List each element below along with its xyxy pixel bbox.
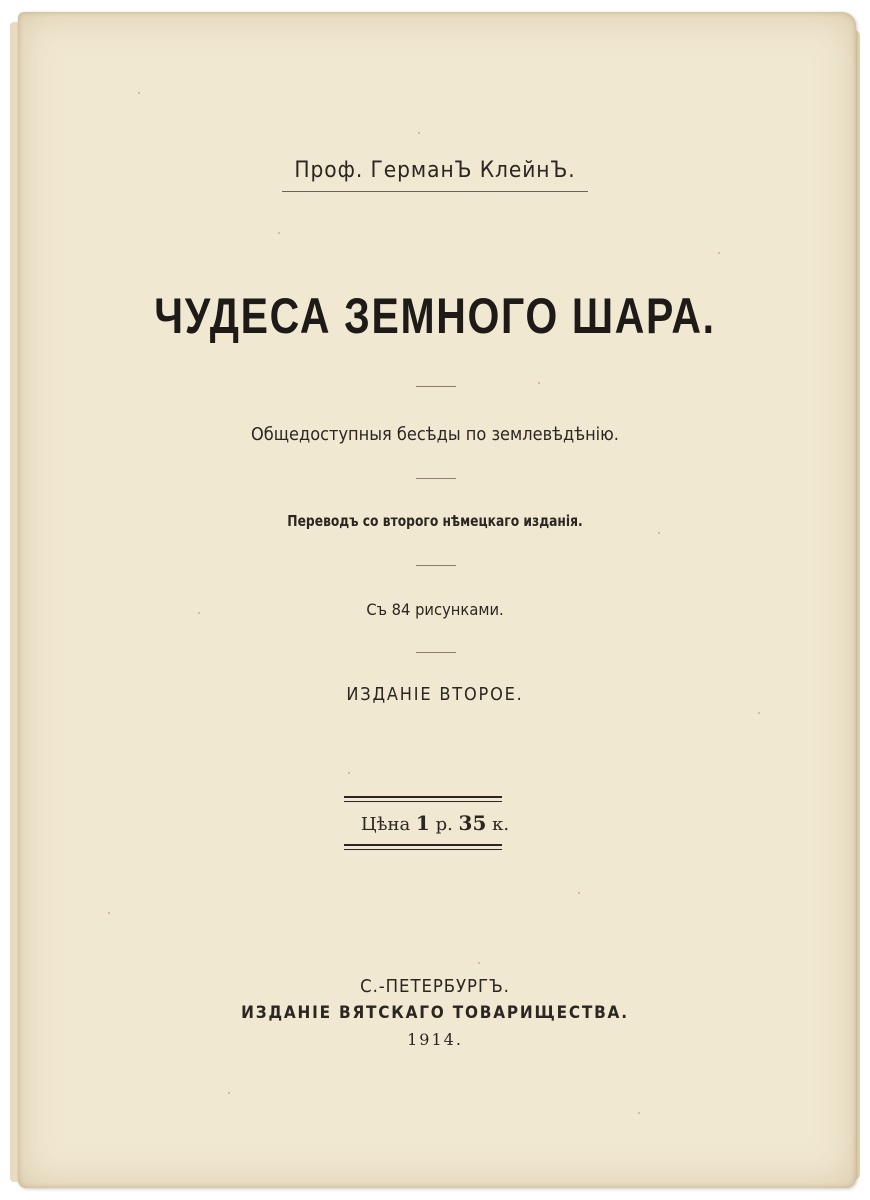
paper-speck bbox=[578, 892, 580, 894]
paper-speck bbox=[758, 712, 760, 714]
divider-rule bbox=[416, 565, 456, 566]
price-rule-top bbox=[344, 796, 502, 802]
book-subtitle: Общедоступныя бесѣды по землевѣдѣнію. bbox=[251, 424, 619, 445]
paper-speck bbox=[108, 912, 110, 914]
divider-rule bbox=[416, 386, 456, 387]
price-rule-bottom bbox=[344, 844, 502, 850]
price-kopecks-unit: к. bbox=[492, 814, 510, 835]
paper-speck bbox=[478, 962, 480, 964]
paper-speck bbox=[658, 532, 660, 534]
paper-speck bbox=[278, 232, 280, 234]
divider-rule bbox=[416, 652, 456, 653]
divider-rule bbox=[416, 478, 456, 479]
price-line bbox=[0, 811, 870, 835]
paper-speck bbox=[418, 132, 420, 134]
publication-city: С.-ПЕТЕРБУРГЪ. bbox=[360, 976, 510, 997]
paper-speck bbox=[718, 252, 720, 254]
translation-note: Переводъ со второго нѣмецкаго изданія. bbox=[287, 512, 583, 530]
edition-line: ИЗДАНIЕ ВТОРОЕ. bbox=[346, 684, 524, 705]
publication-year: 1914. bbox=[407, 1030, 463, 1049]
price-label: Цѣна bbox=[360, 814, 411, 835]
book-title: ЧУДЕСА ЗЕМНОГО ШАРА. bbox=[154, 288, 716, 344]
price-rubles: 1 bbox=[415, 811, 430, 835]
author-underline bbox=[282, 191, 588, 192]
publisher-line: ИЗДАНIЕ ВЯТСКАГО ТОВАРИЩЕСТВА. bbox=[241, 1003, 629, 1023]
price-rubles-unit: р. bbox=[435, 814, 453, 835]
paper-speck bbox=[638, 1112, 640, 1114]
illustrations-note: Съ 84 рисунками. bbox=[366, 600, 504, 619]
paper-speck bbox=[138, 92, 140, 94]
paper-speck bbox=[538, 382, 540, 384]
paper-speck bbox=[348, 772, 350, 774]
author-line: Проф. ГерманЪ КлейнЪ. bbox=[294, 158, 576, 183]
paper-speck bbox=[228, 1092, 230, 1094]
price-kopecks: 35 bbox=[458, 811, 487, 835]
